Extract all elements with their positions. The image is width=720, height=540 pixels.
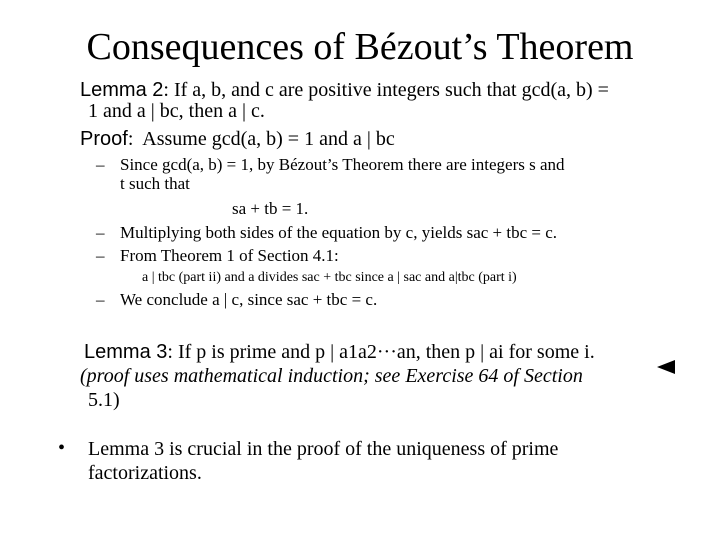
- dash-marker: –: [96, 290, 105, 309]
- proof-step-4-text: We conclude a | c, since sac + tbc = c.: [120, 290, 378, 309]
- lemma-3: Lemma 3: If p is prime and p | a1a2···an, then p | ai for some i. (proof uses mathematical induction; see Exercise 64 of Section 5.1): [80, 340, 650, 412]
- proof-assumption: Assume gcd(a, b) = 1 and a | bc: [142, 128, 395, 150]
- lemma-3-proof-note: (proof uses mathematical induction; see Exercise 64 of Section: [80, 365, 583, 387]
- bezout-equation: sa + tb = 1.: [232, 199, 309, 218]
- lemma-2-label: Lemma 2: [80, 79, 164, 101]
- lemma-3-proof-note-cont: 5.1): [88, 389, 120, 411]
- proof-step-3-text: From Theorem 1 of Section 4.1:: [120, 246, 339, 265]
- dash-marker: –: [96, 246, 105, 265]
- proof-label: Proof: [80, 128, 128, 150]
- dash-marker: –: [96, 223, 105, 242]
- left-arrow-icon: [657, 360, 675, 374]
- proof-step-4: [96, 290, 656, 309]
- dash-marker: –: [96, 155, 105, 174]
- bullet-text: Lemma 3 is crucial in the proof of the uniqueness of prime factorizations.: [88, 438, 559, 484]
- lemma-2-statement: If a, b, and c are positive integers such that gcd(a, b) =: [173, 79, 609, 101]
- lemma-2: Lemma 2: If a, b, and c are positive integers such that gcd(a, b) = 1 and a | bc, then a | c.: [80, 79, 609, 122]
- proof-step-1-text: Since gcd(a, b) = 1, by Bézout’s Theorem there are integers s and: [120, 155, 565, 174]
- lemma-3-statement: If p is prime and p | a1a2···an, then p | ai for some i.: [177, 341, 595, 363]
- proof-step-2: [96, 223, 656, 242]
- lemma-2-statement-cont: 1 and a | bc, then a | c.: [88, 100, 265, 122]
- proof-step-3-detail: a | tbc (part ii) and a divides sac + tbc since a | sac and a|tbc (part i): [142, 270, 517, 285]
- proof-step-2-text: Multiplying both sides of the equation by c, yields sac + tbc = c.: [120, 223, 558, 242]
- proof-step-1-text-cont: t such that: [120, 174, 190, 193]
- lemma-3-label: Lemma 3: [84, 341, 168, 363]
- proof-heading: Proof: Assume gcd(a, b) = 1 and a | bc: [80, 128, 395, 150]
- bullet-marker: •: [58, 437, 66, 459]
- proof-step-1: [96, 155, 656, 193]
- slide-title: Consequences of Bézout’s Theorem: [86, 26, 634, 68]
- proof-step-3: [96, 246, 656, 265]
